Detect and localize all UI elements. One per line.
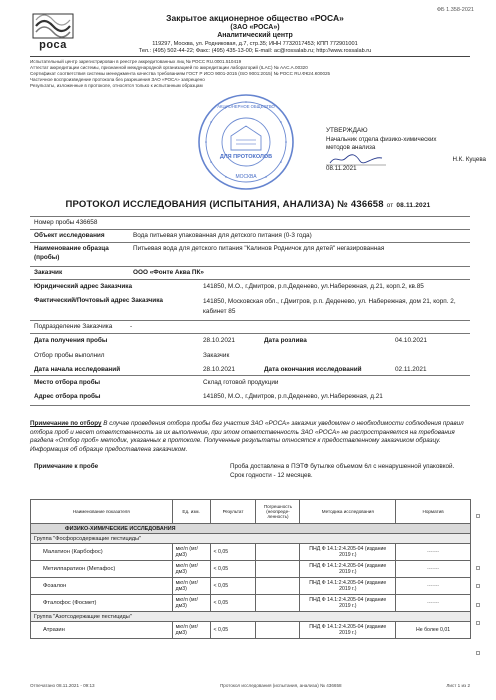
divider: [30, 229, 470, 230]
company-stamp: [196, 92, 296, 192]
rosa-logo: [30, 12, 76, 52]
sample-note-line1: Проба доставлена в ПЭТФ бутылке объемом 6л с ненарушенной упаковкой.: [230, 463, 455, 470]
group-title: Группа "Фосфорсодержащие пестициды": [31, 534, 471, 544]
stamp-bottom-text: МОСКВА: [235, 174, 257, 180]
place-address-value: 141850, М.О., г.Дмитров, р.п.Деденево, ул.Набережная, д.21: [203, 393, 383, 400]
header-cell: Результат: [210, 500, 256, 524]
protocol-number: 436658: [350, 199, 384, 210]
org-address: 119297, Москва, ул. Родниковая, д.7, стр.35; ИНН 7732017453; КПП 772901001: [152, 41, 358, 48]
row-norm: -------: [396, 544, 471, 561]
row-method: ПНД Ф 14.1:2:4.205-04 (издание 2019 г.): [300, 622, 396, 639]
header-divider: [30, 56, 470, 57]
header-cell: Ед. изм.: [172, 500, 210, 524]
header-cell: Методика исследования: [300, 500, 396, 524]
row-result: < 0,05: [210, 595, 256, 612]
section-title: ФИЗИКО-ХИМИЧЕСКИЕ ИССЛЕДОВАНИЯ: [31, 524, 471, 534]
subdivision-label: Подразделение Заказчика: [34, 323, 113, 330]
place-address-label: Адрес отбора пробы: [34, 393, 101, 400]
logo-text: роса: [39, 39, 67, 51]
row-result: < 0,05: [210, 622, 256, 639]
protocol-title: [30, 199, 466, 210]
row-error: [256, 544, 300, 561]
stamp-icon: [196, 92, 296, 192]
approval-position-line2: методов анализа: [326, 144, 376, 151]
header-cell: Норматив: [396, 500, 471, 524]
results-table: [30, 499, 471, 639]
sampled-by-value: Заказчик: [203, 352, 230, 359]
margin-checkbox: [476, 651, 480, 655]
row-error: [256, 561, 300, 578]
row-method: ПНД Ф 14.1:2:4.205-04 (издание 2019 г.): [300, 595, 396, 612]
section-row: [31, 524, 471, 534]
org-contacts: Тел.: (495) 502-44-22; Факс: (495) 435-13-00; E-mail: ac@rossalab.ru; http://www.rossalab.ru: [138, 48, 372, 55]
end-value: 02.11.2021: [395, 366, 427, 373]
row-error: [256, 595, 300, 612]
table-row: [31, 561, 471, 578]
divider: [30, 375, 470, 376]
document-code: ФБ 1.358-2021: [436, 7, 474, 13]
approval-title: УТВЕРЖДАЮ: [326, 127, 368, 134]
margin-checkbox: [476, 584, 480, 588]
divider: [30, 405, 470, 406]
sample-number: Номер пробы 436658: [34, 219, 98, 226]
org-name: Закрытое акционерное общество «РОСА»: [166, 13, 344, 23]
place-value: Склад готовой продукции: [203, 379, 279, 386]
table-row: [31, 578, 471, 595]
logo-mark-icon: [30, 12, 76, 40]
accreditation-line: Сертификат соответствия системы менеджмента качества требованиям ГОСТ Р ИСО 9001-2015 (ISO 9001:2015) № РОСС RU.ФК24.К00025: [30, 70, 331, 76]
org-center: Аналитический центр: [217, 32, 293, 40]
results-header-row: [31, 500, 471, 524]
margin-checkbox: [476, 603, 480, 607]
row-method: ПНД Ф 14.1:2:4.205-04 (издание 2019 г.): [300, 561, 396, 578]
row-name: Фозалон: [31, 578, 173, 595]
accreditation-block: [30, 59, 470, 89]
end-label: Дата окончания исследований: [264, 366, 362, 373]
start-value: 28.10.2021: [203, 366, 235, 373]
sampling-note-text: В случае проведения отбора пробы без участия ЗАО «РОСА» заказчик уведомлен о необходимости соблюдения правил отбора проб и несет ответственность за их выполнение, при этом ответственность ЗАО «РОСА» не распространяется на требования раздела «Отбор проб» методик, указанных в протоколе. Полученные результаты относятся к предоставленному заказчиком образцу. Информация об образце предоставлена заказчиком.: [30, 420, 464, 453]
margin-checkbox: [476, 514, 480, 518]
footer-protocol: Протокол исследования (испытания, анализа) № 436658: [220, 683, 342, 688]
accreditation-line: Результаты, изложенные в протоколе, относятся только к испытанным образцам: [30, 82, 203, 88]
object-label: Объект исследования: [34, 232, 105, 239]
footer-page: Лист 1 из 2: [446, 683, 470, 688]
header-cell: Погрешность (неопреде-ленность): [256, 500, 300, 524]
object-value: Вода питьевая упакованная для детского питания (0-3 года): [133, 232, 312, 239]
received-value: 28.10.2021: [203, 337, 235, 344]
sampling-note-label: Примечание по отбору: [30, 420, 102, 427]
place-label: Место отбора пробы: [34, 379, 101, 386]
row-result: < 0,05: [210, 561, 256, 578]
row-error: [256, 622, 300, 639]
group-row: [31, 612, 471, 622]
sampled-by-label: Отбор пробы выполнил: [34, 352, 105, 359]
approval-block: [326, 127, 486, 174]
divider: [30, 333, 470, 334]
row-method: ПНД Ф 14.1:2:4.205-04 (издание 2019 г.): [300, 578, 396, 595]
stamp-outer-text: АКЦИОНЕРНОЕ ОБЩЕСТВО: [217, 104, 275, 109]
row-norm: -------: [396, 578, 471, 595]
group-title: Группа "Азотсодержащие пестициды": [31, 612, 471, 622]
row-name: Малатион (Карбофос): [31, 544, 173, 561]
actual-address-value: 141850, Московская обл., г.Дмитров, р.п. Деденево, ул. Набережная, дом 21, корп. 2, кабинет 85: [203, 298, 456, 315]
row-result: < 0,05: [210, 544, 256, 561]
row-norm: -------: [396, 561, 471, 578]
approval-position-line1: Начальник отдела физико-химических: [326, 135, 437, 143]
bottling-label: Дата розлива: [264, 337, 307, 344]
legal-address-label: Юридический адрес Заказчика: [34, 283, 132, 290]
row-error: [256, 578, 300, 595]
margin-checkbox: [476, 566, 480, 570]
row-unit: мкг/л (мг/дм3): [172, 561, 210, 578]
header-cell: Наименование показателя: [31, 500, 173, 524]
actual-address-label: Фактический/Почтовый адрес Заказчика: [34, 297, 163, 304]
approval-date: 08.11.2021: [326, 165, 357, 173]
organization-header: [90, 13, 420, 55]
protocol-title-text: ПРОТОКОЛ ИССЛЕДОВАНИЯ (ИСПЫТАНИЯ, АНАЛИЗА) №: [65, 199, 349, 210]
row-norm: Не более 0,01: [396, 622, 471, 639]
legal-address-value: 141850, М.О., г.Дмитров, р.п.Деденево, ул.Набережная, д.21, корп.2, кв.85: [203, 283, 424, 290]
customer-label: Заказчик: [34, 269, 63, 276]
divider: [30, 216, 470, 217]
margin-checkbox: [476, 621, 480, 625]
approval-signer: Н.К. Куцева: [452, 156, 486, 164]
sample-note: [230, 463, 475, 481]
row-unit: мкг/л (мг/дм3): [172, 595, 210, 612]
bottling-value: 04.10.2021: [395, 337, 427, 344]
row-name: Фталофос (Фосмет): [31, 595, 173, 612]
row-name: Метилпаратион (Метафос): [31, 561, 173, 578]
sample-note-line2: Срок годности - 12 месяцев.: [230, 471, 313, 479]
accreditation-line: Испытательный центр зарегистрирован в реестре аккредитованных лиц № РОСС RU.0001.510419: [30, 59, 242, 64]
group-row: [31, 534, 471, 544]
customer-value: ООО «Фонте Аква ПК»: [133, 269, 204, 276]
signature-icon: [326, 152, 386, 166]
row-unit: мкг/л (мг/дм3): [172, 578, 210, 595]
org-short-name: (ЗАО «РОСА»): [230, 23, 280, 31]
divider: [30, 279, 470, 280]
protocol-date: 08.11.2021: [396, 202, 431, 209]
row-result: < 0,05: [210, 578, 256, 595]
divider: [30, 320, 470, 321]
divider: [30, 266, 470, 267]
row-name: Атразин: [31, 622, 173, 639]
received-label: Дата получения пробы: [34, 337, 108, 344]
row-unit: мкг/л (мг/дм3): [172, 622, 210, 639]
row-unit: мкг/л (мг/дм3): [172, 544, 210, 561]
table-row: [31, 595, 471, 612]
accreditation-line: Аттестат аккредитации системы, признанной международной организацией по аккредитации лабораторий (ILAC) № AAC.A.00320: [30, 64, 308, 70]
sample-note-label: Примечание к пробе: [34, 463, 99, 470]
row-method: ПНД Ф 14.1:2:4.205-04 (издание 2019 г.): [300, 544, 396, 561]
protocol-from-label: от: [386, 202, 394, 209]
subdivision-value: -: [130, 323, 133, 330]
accreditation-line: Частичное воспроизведение протокола без разрешения ЗАО «РОСА» запрещено: [30, 76, 205, 82]
table-row: [31, 622, 471, 639]
divider: [30, 242, 470, 243]
stamp-inner-text: ДЛЯ ПРОТОКОЛОВ: [219, 154, 273, 160]
sample-name-value: Питьевая вода для детского питания "Калинов Родничок для детей" негазированная: [133, 245, 385, 252]
table-row: [31, 544, 471, 561]
row-norm: -------: [396, 595, 471, 612]
start-label: Дата начала исследований: [34, 366, 121, 373]
sample-name-label: Наименование образца (пробы): [34, 245, 109, 261]
sampling-note: [30, 420, 470, 454]
footer-printed: Отпечатано 08.11.2021 - 09:13: [30, 683, 95, 688]
